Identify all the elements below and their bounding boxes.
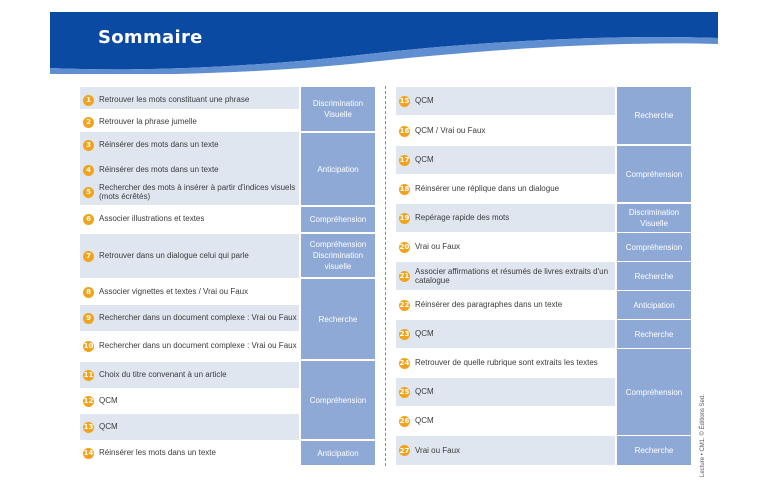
item-text: QCM (415, 155, 434, 165)
category-cell: Recherche (617, 87, 691, 144)
item-number-badge: 21 (399, 272, 410, 280)
item-number-badge: 20 (399, 243, 410, 251)
item-number-badge: 13 (83, 423, 94, 431)
item-number-badge: 23 (399, 330, 410, 338)
list-item (80, 305, 299, 331)
item-text: Réinsérer des mots dans un texte (99, 140, 219, 150)
item-number-badge: 2 (83, 117, 94, 128)
list-item (80, 333, 299, 359)
list-item (396, 175, 615, 203)
item-number-badge: 14 (83, 449, 94, 457)
item-number-badge: 5 (83, 187, 94, 198)
list-item (80, 388, 299, 414)
list-item (396, 233, 615, 261)
list-item (80, 179, 299, 205)
item-number-badge: 16 (399, 127, 410, 135)
item-number-badge: 26 (399, 417, 410, 425)
category-cell: Discrimination Visuelle (617, 204, 691, 232)
item-text: Retrouver dans un dialogue celui qui parle (99, 251, 249, 261)
item-number-badge: 18 (399, 185, 410, 193)
category-cell: Compréhension (617, 233, 691, 261)
item-text: Réinsérer des mots dans un texte (99, 165, 219, 175)
item-text: Réinsérer les mots dans un texte (99, 448, 216, 458)
category-cell: Compréhension (301, 361, 375, 439)
category-cell: Recherche (301, 279, 375, 359)
list-item (396, 291, 615, 319)
item-text: QCM (415, 96, 434, 106)
item-number-badge: 3 (83, 140, 94, 151)
item-text: Vrai ou Faux (415, 242, 461, 252)
category-cell: Anticipation (301, 441, 375, 465)
page-title: Sommaire (98, 27, 203, 48)
list-item (80, 234, 299, 278)
item-text: QCM (415, 387, 434, 397)
item-number-badge: 4 (83, 165, 94, 176)
list-item (396, 378, 615, 406)
item-number-badge: 12 (83, 397, 94, 405)
list-item (396, 204, 615, 232)
list-item (396, 349, 615, 377)
category-cell: Compréhension (617, 146, 691, 202)
list-item (396, 436, 615, 465)
category-cell: Anticipation (301, 133, 375, 205)
item-number-badge: 27 (399, 446, 410, 455)
item-text: Rechercher dans un document complexe : Vrai ou Faux (99, 313, 297, 323)
category-cell: Recherche (617, 262, 691, 290)
category-cell: Anticipation (617, 291, 691, 319)
item-number-badge: 11 (83, 371, 94, 379)
list-item (396, 262, 615, 290)
item-text: Repérage rapide des mots (415, 213, 510, 223)
item-text: QCM / Vrai ou Faux (415, 126, 486, 136)
item-number-badge: 7 (83, 251, 94, 262)
list-item (396, 407, 615, 435)
column-divider (385, 86, 386, 466)
item-number-badge: 19 (399, 214, 410, 222)
item-text: Associer affirmations et résumés de livres extraits d'un catalogue (415, 266, 609, 285)
list-item (80, 279, 299, 305)
item-number-badge: 17 (399, 156, 410, 164)
item-text: Vrai ou Faux (415, 445, 461, 455)
category-cell: Recherche (617, 436, 691, 465)
item-text: Retrouver de quelle rubrique sont extraits les textes (415, 358, 598, 368)
item-text: QCM (99, 396, 118, 406)
item-text: Associer illustrations et textes (99, 214, 205, 224)
item-text: Réinsérer des paragraphes dans un texte (415, 300, 563, 310)
list-item (396, 117, 615, 145)
item-text: Réinsérer une réplique dans un dialogue (415, 184, 560, 194)
list-item (80, 440, 299, 466)
item-number-badge: 24 (399, 359, 410, 367)
item-number-badge: 22 (399, 301, 410, 309)
item-number-badge: 15 (399, 97, 410, 105)
list-item (80, 362, 299, 388)
item-text: Rechercher dans un document complexe : Vrai ou Faux (99, 341, 297, 351)
item-number-badge: 9 (83, 313, 94, 324)
category-cell: Compréhension (301, 207, 375, 232)
category-cell: Compréhension (617, 349, 691, 435)
list-item (396, 87, 615, 115)
item-text: Rechercher des mots à insérer à partir d'indices visuels (mots écrêtés) (99, 182, 296, 201)
item-number-badge: 6 (83, 214, 94, 225)
category-cell: Compréhension Discrimination visuelle (301, 234, 375, 277)
item-number-badge: 1 (83, 95, 94, 106)
item-number-badge: 25 (399, 388, 410, 396)
item-text: Choix du titre convenant à un article (99, 370, 227, 380)
category-cell: Discrimination Visuelle (301, 87, 375, 131)
item-text: QCM (99, 422, 118, 432)
copyright-credit: Lecture • CM1. © Éditions Sed. (700, 394, 706, 477)
header-banner (50, 12, 718, 74)
list-item (80, 206, 299, 232)
list-item (80, 132, 299, 158)
category-cell: Recherche (617, 320, 691, 348)
list-item (396, 320, 615, 348)
item-number-badge: 10 (83, 342, 94, 350)
item-text: Associer vignettes et textes / Vrai ou Faux (99, 287, 249, 297)
item-number-badge: 8 (83, 287, 94, 298)
item-text: Retrouver la phrase jumelle (99, 117, 197, 127)
item-text: QCM (415, 329, 434, 339)
item-text: Retrouver les mots constituant une phrase (99, 95, 250, 105)
list-item (396, 146, 615, 174)
list-item (80, 414, 299, 440)
item-text: QCM (415, 416, 434, 426)
